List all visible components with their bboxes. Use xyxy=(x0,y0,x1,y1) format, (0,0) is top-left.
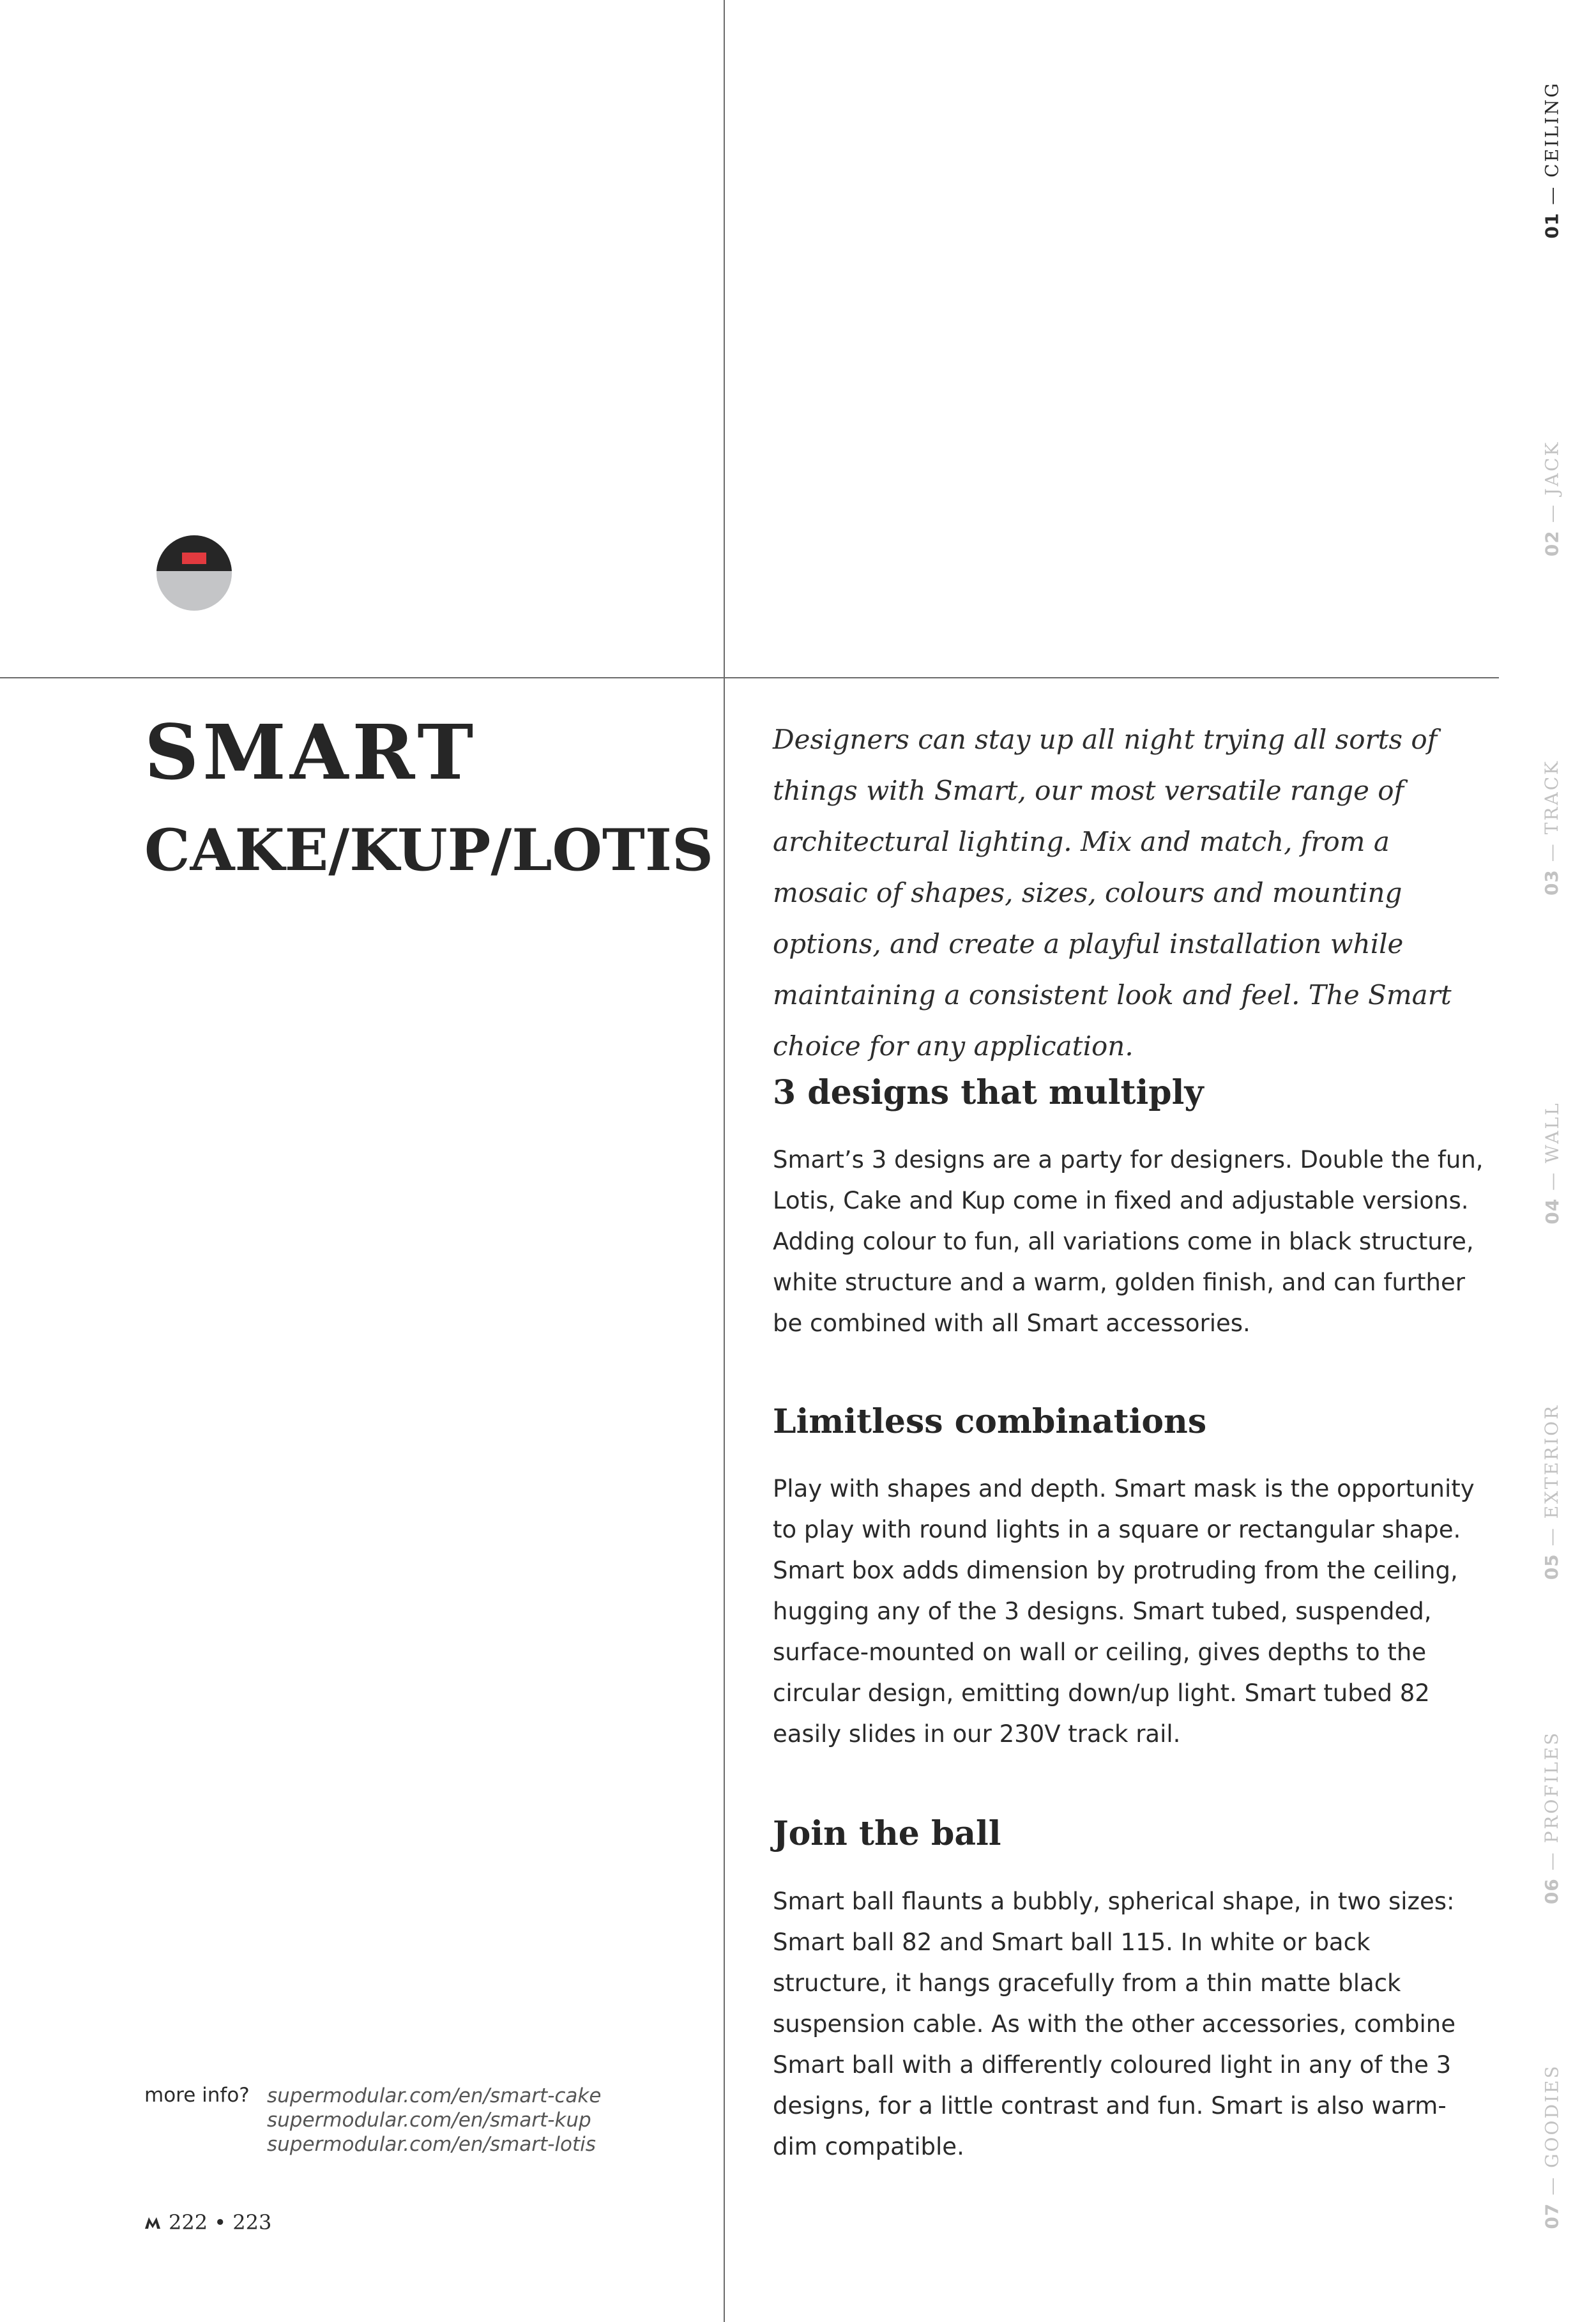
link-smart-cake[interactable]: supermodular.com/en/smart-cake xyxy=(267,2084,602,2107)
brand-logo-icon xyxy=(144,2215,161,2229)
chapter-nav xyxy=(1533,0,1571,2322)
smart-cake-light-icon xyxy=(156,535,232,611)
nav-item-profiles[interactable]: 06 — PROFILES xyxy=(1541,1730,1563,1904)
nav-item-exterior[interactable]: 05 — EXTERIOR xyxy=(1541,1403,1563,1580)
horizontal-rule xyxy=(0,677,1499,678)
intro-text: Designers can stay up all night trying all sorts of things with Smart, our most versatile range of architectural lighting. Mix and match, from a mosaic of shapes, sizes, colours and mounting options, and create a playful installation while maintaining a consistent look and feel. The Smart choice for any application. xyxy=(773,724,1452,1062)
more-info-label: more info? xyxy=(144,2084,250,2107)
more-info-links xyxy=(267,2084,601,2157)
page-footer xyxy=(144,2210,271,2234)
nav-item-track[interactable]: 03 — TRACK xyxy=(1541,759,1563,896)
section-heading-designs: 3 designs that multiply xyxy=(773,1073,1204,1112)
product-title: SMART xyxy=(144,708,478,797)
link-smart-kup[interactable]: supermodular.com/en/smart-kup xyxy=(267,2109,591,2132)
section-heading-ball: Join the ball xyxy=(773,1814,1001,1853)
section-heading-combinations: Limitless combinations xyxy=(773,1402,1207,1441)
nav-item-goodies[interactable]: 07 — GOODIES xyxy=(1541,2063,1563,2229)
nav-item-ceiling[interactable]: 01 — CEILING xyxy=(1541,80,1563,239)
column-divider xyxy=(724,0,725,2322)
nav-item-jack[interactable]: 02 — JACK xyxy=(1541,440,1563,556)
nav-item-wall[interactable]: 04 — WALL xyxy=(1541,1101,1563,1225)
section-body-designs: Smart’s 3 designs are a party for designers. Double the fun, Lotis, Cake and Kup come in fixed and adjustable versions. Adding colour to fun, all variations come in black structure, white structure and a warm, golden finish, and can further be combined with all Smart accessories. xyxy=(773,1146,1484,1337)
page-numbers: 222 • 223 xyxy=(169,2210,272,2234)
product-subtitle: CAKE/KUP/LOTIS xyxy=(144,816,713,884)
section-body-ball: Smart ball flaunts a bubbly, spherical shape, in two sizes: Smart ball 82 and Smart ball 115. In white or back structure, it hangs gracefully from a thin matte black suspension cable. As with the other accessories, combine Smart ball with a differently coloured light in any of the 3 designs, for a little contrast and fun. Smart is also warm-dim compatible. xyxy=(773,1888,1455,2160)
section-body-combinations: Play with shapes and depth. Smart mask is the opportunity to play with round lights in a square or rectangular shape. Smart box adds dimension by protruding from the ceiling, hugging any of the 3 designs. Smart tubed, suspended, surface-mounted on wall or ceiling, gives depths to the circular design, emitting down/up light. Smart tubed 82 easily slides in our 230V track rail. xyxy=(773,1475,1475,1748)
link-smart-lotis[interactable]: supermodular.com/en/smart-lotis xyxy=(267,2133,596,2156)
